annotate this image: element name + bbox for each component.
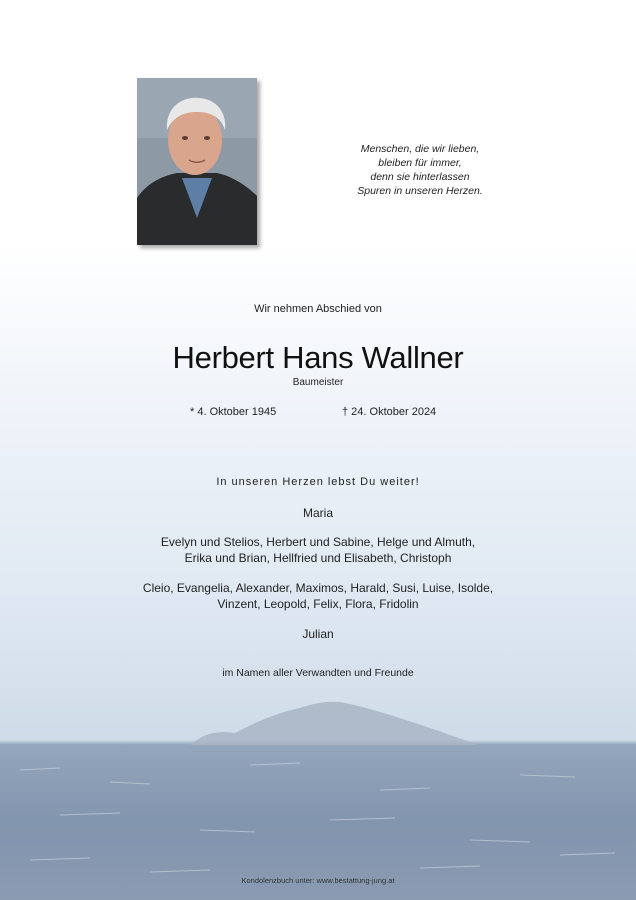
quote-line: Spuren in unseren Herzen. xyxy=(357,185,483,197)
quote-line: denn sie hinterlassen xyxy=(370,171,470,183)
relatives-note: im Namen aller Verwandten und Freunde xyxy=(222,667,414,679)
children-line: Erika und Brian, Hellfried und Elisabeth, Christoph xyxy=(184,551,452,565)
grandchildren-list xyxy=(0,580,636,612)
children-line: Evelyn und Stelios, Herbert und Sabine, Helge und Almuth, xyxy=(160,535,476,549)
grandchildren-line: Cleio, Evangelia, Alexander, Maximos, Harald, Susi, Luise, Isolde, xyxy=(142,581,494,595)
great-grandchild-name: Julian xyxy=(302,627,334,641)
condolence-footer: Kondolenzbuch unter: www.bestattung-jung.at xyxy=(241,876,395,885)
death-date: † 24. Oktober 2024 xyxy=(342,406,437,418)
quote-line: Menschen, die wir lieben, xyxy=(360,143,480,155)
deceased-name: Herbert Hans Wallner xyxy=(172,340,464,375)
motto-text: In unseren Herzen lebst Du weiter! xyxy=(216,476,420,488)
grandchildren-line: Vinzent, Leopold, Felix, Flora, Fridolin xyxy=(217,597,419,611)
portrait-photo xyxy=(137,78,257,245)
spouse-name: Maria xyxy=(302,506,333,520)
children-list xyxy=(0,534,636,566)
memorial-quote xyxy=(330,142,510,198)
deceased-profession: Baumeister xyxy=(292,377,344,388)
quote-line: bleiben für immer, xyxy=(378,157,462,169)
intro-text: Wir nehmen Abschied von xyxy=(254,303,382,315)
birth-date: * 4. Oktober 1945 xyxy=(190,406,277,418)
